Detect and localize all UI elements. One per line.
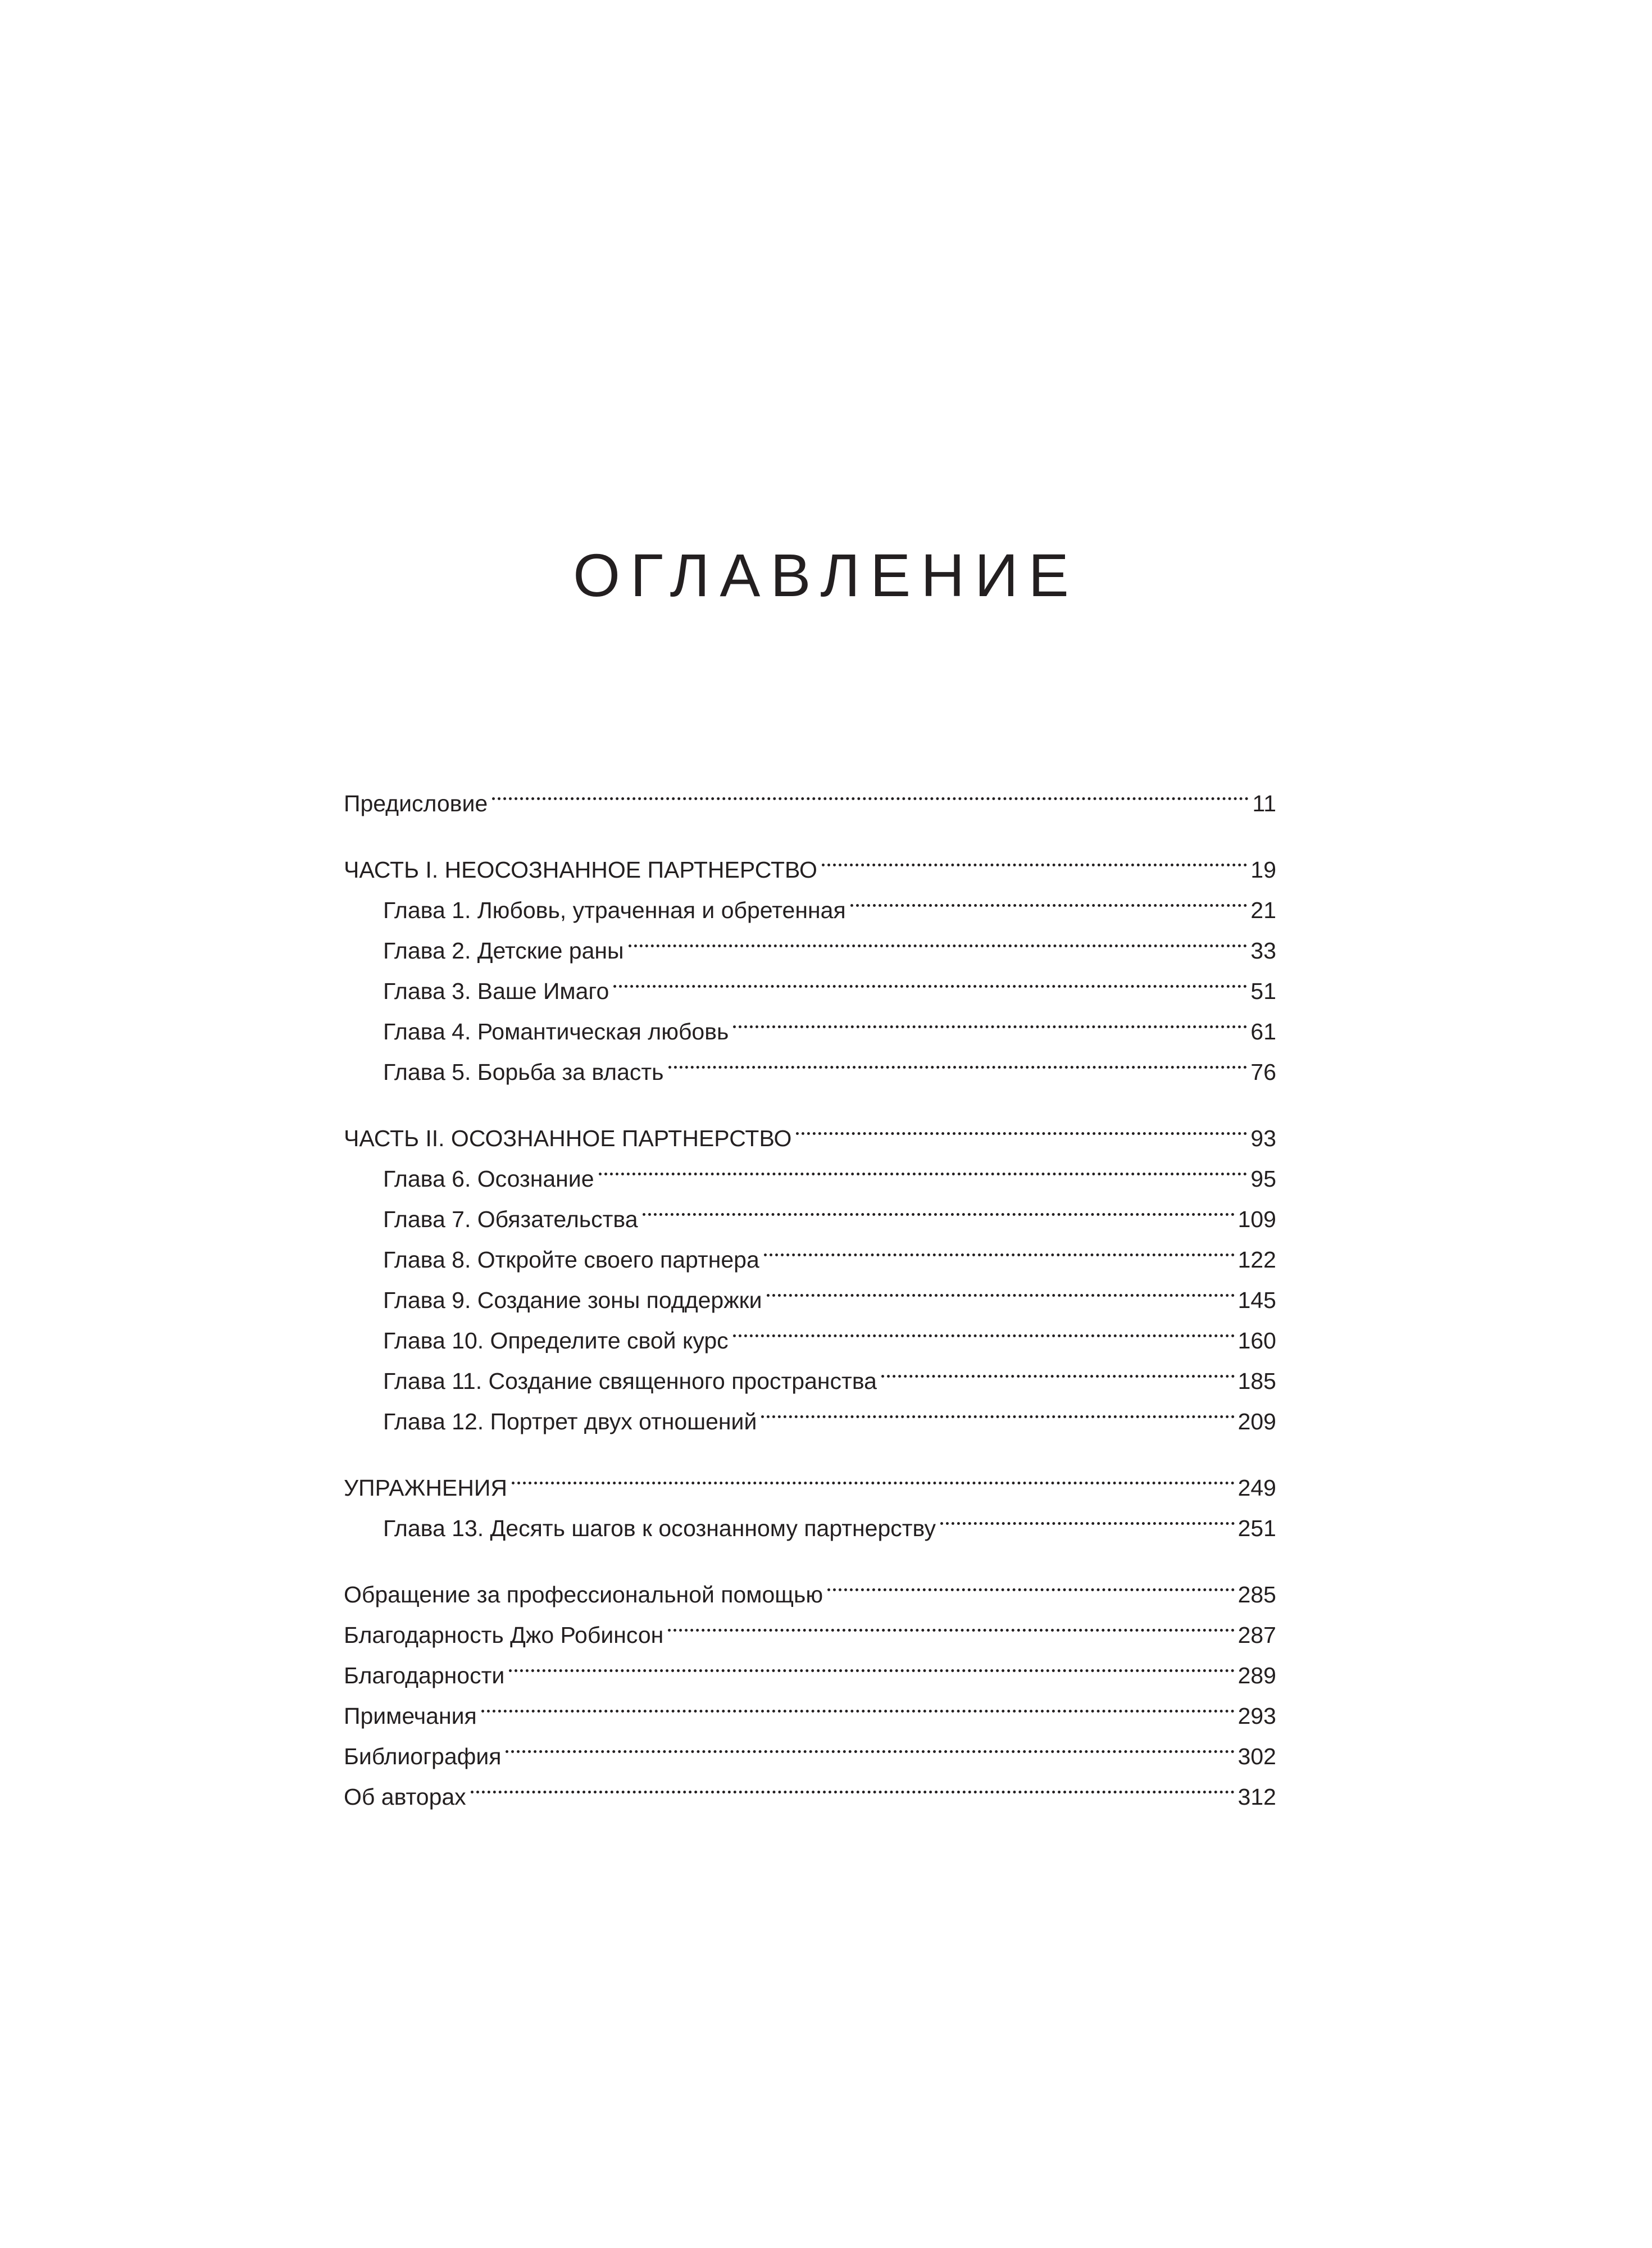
toc-entry-label: Глава 5. Борьба за власть <box>383 1059 664 1085</box>
dot-leader <box>850 878 1248 918</box>
toc-entry-label: Об авторах <box>344 1784 466 1810</box>
dot-leader <box>599 1146 1248 1187</box>
toc-entry-page: 93 <box>1250 1125 1276 1151</box>
toc-entry-page: 251 <box>1237 1515 1276 1541</box>
toc-entry-page: 76 <box>1250 1059 1276 1085</box>
toc-entry-label: Обращение за профессиональной помощью <box>344 1582 823 1607</box>
toc-entry-label: Глава 7. Обязательства <box>383 1206 638 1232</box>
toc-part-heading[interactable] <box>344 1106 1276 1151</box>
toc-entry-label: Глава 11. Создание священного пространства <box>383 1368 877 1394</box>
toc-entry[interactable] <box>344 771 1276 816</box>
dot-leader <box>668 1039 1248 1080</box>
toc-entry-page: 249 <box>1237 1475 1276 1501</box>
toc-entry-page: 293 <box>1237 1703 1276 1729</box>
table-of-contents <box>344 771 1276 1831</box>
toc-entry[interactable] <box>344 1683 1276 1729</box>
toc-entry-page: 122 <box>1237 1247 1276 1273</box>
toc-entry-page: 287 <box>1237 1622 1276 1648</box>
dot-leader <box>761 1389 1234 1429</box>
dot-leader <box>733 999 1247 1039</box>
toc-entry-label: Глава 1. Любовь, утраченная и обретенная <box>383 897 846 923</box>
toc-entry-label: ЧАСТЬ I. НЕОСОЗНАННОЕ ПАРТНЕРСТВО <box>344 857 817 883</box>
toc-entry-page: 109 <box>1237 1206 1276 1232</box>
dot-leader <box>881 1348 1235 1389</box>
toc-entry-page: 95 <box>1250 1166 1276 1192</box>
dot-leader <box>481 1683 1235 1724</box>
toc-group-preface <box>344 771 1276 816</box>
dot-leader <box>827 1562 1234 1602</box>
toc-entry-label: Глава 10. Определите свой курс <box>383 1328 729 1354</box>
toc-entry-label: Благодарности <box>344 1663 505 1688</box>
toc-entry-page: 21 <box>1250 897 1276 923</box>
toc-group-part-1 <box>344 837 1276 1085</box>
dot-leader <box>767 1268 1235 1308</box>
dot-leader <box>940 1496 1235 1536</box>
toc-entry-page: 289 <box>1237 1663 1276 1688</box>
toc-entry-page: 19 <box>1250 857 1276 883</box>
toc-entry[interactable] <box>344 1562 1276 1607</box>
dot-leader <box>643 1187 1235 1227</box>
toc-entry-page: 302 <box>1237 1743 1276 1769</box>
dot-leader <box>471 1764 1235 1805</box>
toc-entry-page: 160 <box>1237 1328 1276 1354</box>
toc-entry-page: 61 <box>1250 1019 1276 1044</box>
toc-entry-label: Глава 12. Портрет двух отношений <box>383 1409 757 1434</box>
toc-entry[interactable] <box>344 1764 1276 1810</box>
toc-entry-page: 145 <box>1237 1287 1276 1313</box>
toc-entry-label: Примечания <box>344 1703 477 1729</box>
toc-entry-label: Глава 2. Детские раны <box>383 938 624 964</box>
dot-leader <box>506 1724 1234 1764</box>
toc-entry-label: ЧАСТЬ II. ОСОЗНАННОЕ ПАРТНЕРСТВО <box>344 1125 792 1151</box>
toc-entry-label: Глава 8. Откройте своего партнера <box>383 1247 759 1273</box>
toc-entry-label: Предисловие <box>344 791 488 816</box>
toc-entry-label: Глава 3. Ваше Имаго <box>383 978 609 1004</box>
toc-entry-label: Глава 13. Десять шагов к осознанному партнерству <box>383 1515 936 1541</box>
toc-entry-label: УПРАЖНЕНИЯ <box>344 1475 507 1501</box>
toc-entry-label: Глава 6. Осознание <box>383 1166 594 1192</box>
dot-leader <box>613 959 1247 999</box>
toc-entry-page: 312 <box>1237 1784 1276 1810</box>
toc-entry-label: Благодарность Джо Робинсон <box>344 1622 664 1648</box>
toc-group-part-2 <box>344 1106 1276 1434</box>
dot-leader <box>733 1308 1235 1348</box>
dot-leader <box>764 1227 1235 1268</box>
page-title: ОГЛАВЛЕНИЕ <box>573 541 1079 609</box>
toc-entry-page: 51 <box>1250 978 1276 1004</box>
toc-entry-label: Глава 4. Романтическая любовь <box>383 1019 729 1044</box>
toc-entry-page: 11 <box>1252 791 1276 816</box>
toc-part-heading[interactable] <box>344 1455 1276 1501</box>
toc-group-exercises <box>344 1455 1276 1541</box>
toc-entry-page: 185 <box>1237 1368 1276 1394</box>
dot-leader <box>796 1106 1247 1146</box>
toc-entry-label: Библиография <box>344 1743 502 1769</box>
toc-entry-page: 209 <box>1237 1409 1276 1434</box>
dot-leader <box>512 1455 1235 1496</box>
toc-group-back-matter <box>344 1562 1276 1810</box>
dot-leader <box>629 918 1248 959</box>
dot-leader <box>492 771 1249 811</box>
dot-leader <box>822 837 1247 878</box>
toc-part-heading[interactable] <box>344 837 1276 883</box>
toc-entry-label: Глава 9. Создание зоны поддержки <box>383 1287 762 1313</box>
toc-entry-page: 285 <box>1237 1582 1276 1607</box>
toc-entry-page: 33 <box>1250 938 1276 964</box>
toc-entry[interactable] <box>344 1724 1276 1769</box>
dot-leader <box>668 1602 1234 1643</box>
dot-leader <box>509 1643 1234 1683</box>
